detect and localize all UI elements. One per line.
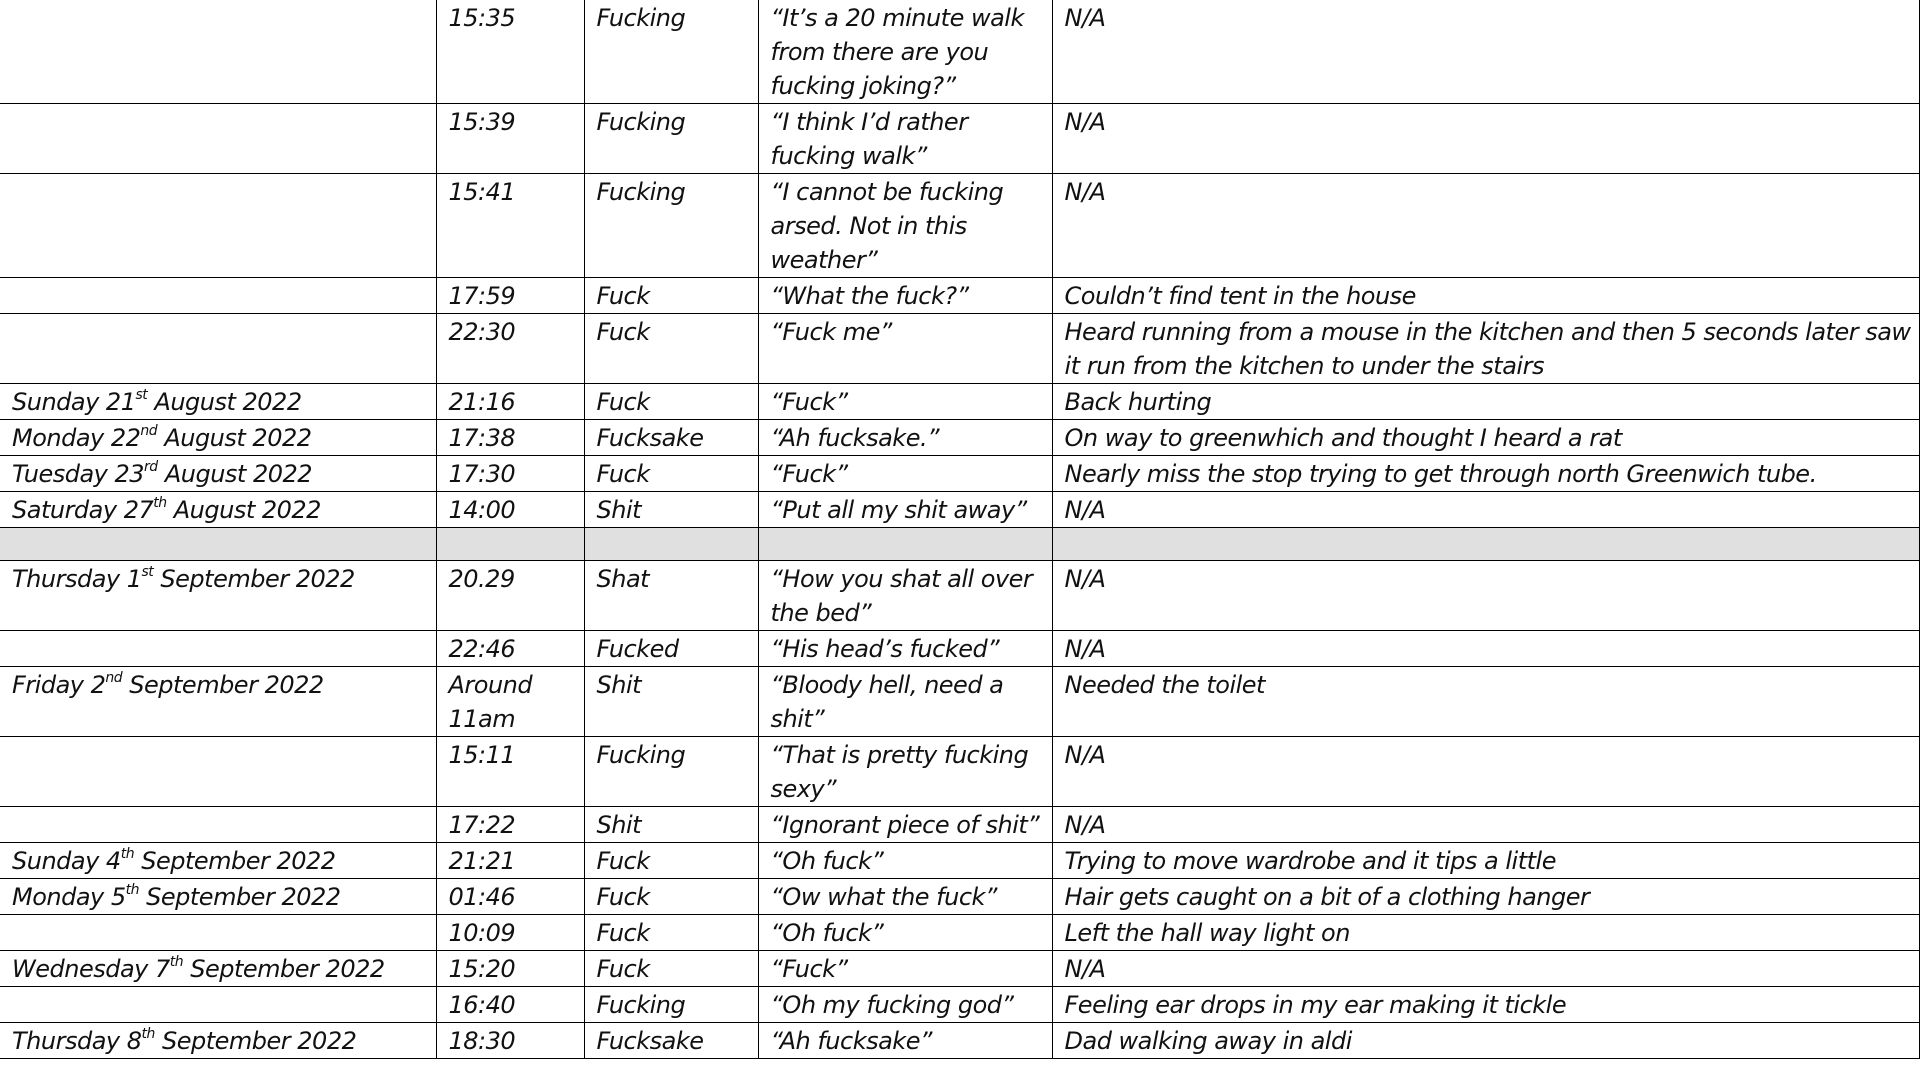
- word-cell: Fucking: [584, 987, 758, 1023]
- quote-cell: “Ah fucksake.”: [758, 420, 1052, 456]
- quote-cell: “Bloody hell, need a shit”: [758, 667, 1052, 737]
- quote-cell: “That is pretty fucking sexy”: [758, 737, 1052, 807]
- table-row: [0, 737, 1919, 807]
- context-cell: N/A: [1052, 174, 1919, 278]
- quote-cell: “Put all my shit away”: [758, 492, 1052, 528]
- context-cell: Hair gets caught on a bit of a clothing hanger: [1052, 879, 1919, 915]
- table-row: [0, 174, 1919, 278]
- date-cell: Tuesday 23rd August 2022: [0, 456, 436, 492]
- date-cell: [0, 0, 436, 104]
- separator-cell: [584, 528, 758, 561]
- time-cell: 15:35: [436, 0, 584, 104]
- date-cell: Monday 22nd August 2022: [0, 420, 436, 456]
- context-cell: Back hurting: [1052, 384, 1919, 420]
- table-row: [0, 915, 1919, 951]
- table-row: [0, 104, 1919, 174]
- context-cell: N/A: [1052, 951, 1919, 987]
- context-cell: Left the hall way light on: [1052, 915, 1919, 951]
- word-cell: Fucking: [584, 737, 758, 807]
- context-cell: Trying to move wardrobe and it tips a little: [1052, 843, 1919, 879]
- context-cell: N/A: [1052, 104, 1919, 174]
- word-cell: Fucksake: [584, 1023, 758, 1059]
- context-cell: Heard running from a mouse in the kitchen and then 5 seconds later saw it run from the kitchen to under the stairs: [1052, 314, 1919, 384]
- context-cell: Feeling ear drops in my ear making it tickle: [1052, 987, 1919, 1023]
- time-cell: 15:20: [436, 951, 584, 987]
- quote-cell: “What the fuck?”: [758, 278, 1052, 314]
- table-row: [0, 384, 1919, 420]
- time-cell: 01:46: [436, 879, 584, 915]
- time-cell: 16:40: [436, 987, 584, 1023]
- time-cell: 22:46: [436, 631, 584, 667]
- quote-cell: “I cannot be fucking arsed. Not in this weather”: [758, 174, 1052, 278]
- time-cell: 17:22: [436, 807, 584, 843]
- table-row: [0, 278, 1919, 314]
- time-cell: 20.29: [436, 561, 584, 631]
- date-cell: [0, 737, 436, 807]
- time-cell: 22:30: [436, 314, 584, 384]
- context-cell: Nearly miss the stop trying to get through north Greenwich tube.: [1052, 456, 1919, 492]
- word-cell: Fuck: [584, 843, 758, 879]
- time-cell: 14:00: [436, 492, 584, 528]
- context-cell: N/A: [1052, 0, 1919, 104]
- word-cell: Shat: [584, 561, 758, 631]
- time-cell: 21:21: [436, 843, 584, 879]
- table-row: [0, 561, 1919, 631]
- context-cell: N/A: [1052, 737, 1919, 807]
- table-row: [0, 314, 1919, 384]
- date-cell: [0, 314, 436, 384]
- time-cell: 15:11: [436, 737, 584, 807]
- quote-cell: “Oh fuck”: [758, 915, 1052, 951]
- table-row: [0, 420, 1919, 456]
- word-cell: Fuck: [584, 879, 758, 915]
- table-row: [0, 987, 1919, 1023]
- quote-cell: “Fuck”: [758, 951, 1052, 987]
- date-cell: [0, 915, 436, 951]
- table-row: [0, 492, 1919, 528]
- separator-cell: [1052, 528, 1919, 561]
- date-cell: Wednesday 7th September 2022: [0, 951, 436, 987]
- word-cell: Fucksake: [584, 420, 758, 456]
- time-cell: 18:30: [436, 1023, 584, 1059]
- context-cell: N/A: [1052, 561, 1919, 631]
- time-cell: 17:59: [436, 278, 584, 314]
- word-cell: Fuck: [584, 278, 758, 314]
- word-cell: Fuck: [584, 915, 758, 951]
- separator-cell: [0, 528, 436, 561]
- context-cell: On way to greenwhich and thought I heard a rat: [1052, 420, 1919, 456]
- context-cell: N/A: [1052, 807, 1919, 843]
- quote-cell: “Fuck me”: [758, 314, 1052, 384]
- quote-cell: “It’s a 20 minute walk from there are you fucking joking?”: [758, 0, 1052, 104]
- date-cell: Saturday 27th August 2022: [0, 492, 436, 528]
- time-cell: 10:09: [436, 915, 584, 951]
- quote-cell: “Fuck”: [758, 384, 1052, 420]
- quote-cell: “His head’s fucked”: [758, 631, 1052, 667]
- word-cell: Fucking: [584, 174, 758, 278]
- date-cell: Thursday 8th September 2022: [0, 1023, 436, 1059]
- time-cell: Around 11am: [436, 667, 584, 737]
- date-cell: Sunday 4th September 2022: [0, 843, 436, 879]
- table-row: [0, 667, 1919, 737]
- separator-cell: [436, 528, 584, 561]
- context-cell: N/A: [1052, 631, 1919, 667]
- quote-cell: “Oh my fucking god”: [758, 987, 1052, 1023]
- table-row: [0, 1023, 1919, 1059]
- date-cell: [0, 104, 436, 174]
- word-cell: Shit: [584, 807, 758, 843]
- separator-cell: [758, 528, 1052, 561]
- quote-cell: “Ignorant piece of shit”: [758, 807, 1052, 843]
- word-cell: Fuck: [584, 951, 758, 987]
- word-cell: Fuck: [584, 314, 758, 384]
- separator-row: [0, 528, 1919, 561]
- date-cell: Sunday 21st August 2022: [0, 384, 436, 420]
- context-cell: Dad walking away in aldi: [1052, 1023, 1919, 1059]
- date-cell: [0, 987, 436, 1023]
- time-cell: 21:16: [436, 384, 584, 420]
- word-cell: Shit: [584, 667, 758, 737]
- time-cell: 15:39: [436, 104, 584, 174]
- date-cell: [0, 807, 436, 843]
- date-cell: Thursday 1st September 2022: [0, 561, 436, 631]
- word-cell: Fucking: [584, 104, 758, 174]
- word-cell: Fuck: [584, 384, 758, 420]
- table-row: [0, 843, 1919, 879]
- context-cell: Needed the toilet: [1052, 667, 1919, 737]
- quote-cell: “Ow what the fuck”: [758, 879, 1052, 915]
- date-cell: [0, 278, 436, 314]
- quote-cell: “How you shat all over the bed”: [758, 561, 1052, 631]
- word-cell: Fuck: [584, 456, 758, 492]
- time-cell: 17:38: [436, 420, 584, 456]
- quote-cell: “Fuck”: [758, 456, 1052, 492]
- quote-cell: “Ah fucksake”: [758, 1023, 1052, 1059]
- word-cell: Shit: [584, 492, 758, 528]
- word-cell: Fucked: [584, 631, 758, 667]
- table-row: [0, 951, 1919, 987]
- quote-cell: “I think I’d rather fucking walk”: [758, 104, 1052, 174]
- table-row: [0, 456, 1919, 492]
- word-cell: Fucking: [584, 0, 758, 104]
- table-row: [0, 0, 1919, 104]
- context-cell: Couldn’t find tent in the house: [1052, 278, 1919, 314]
- context-cell: N/A: [1052, 492, 1919, 528]
- table-row: [0, 631, 1919, 667]
- table-row: [0, 879, 1919, 915]
- date-cell: [0, 631, 436, 667]
- date-cell: Monday 5th September 2022: [0, 879, 436, 915]
- date-cell: [0, 174, 436, 278]
- time-cell: 17:30: [436, 456, 584, 492]
- time-cell: 15:41: [436, 174, 584, 278]
- table-row: [0, 807, 1919, 843]
- quote-cell: “Oh fuck”: [758, 843, 1052, 879]
- date-cell: Friday 2nd September 2022: [0, 667, 436, 737]
